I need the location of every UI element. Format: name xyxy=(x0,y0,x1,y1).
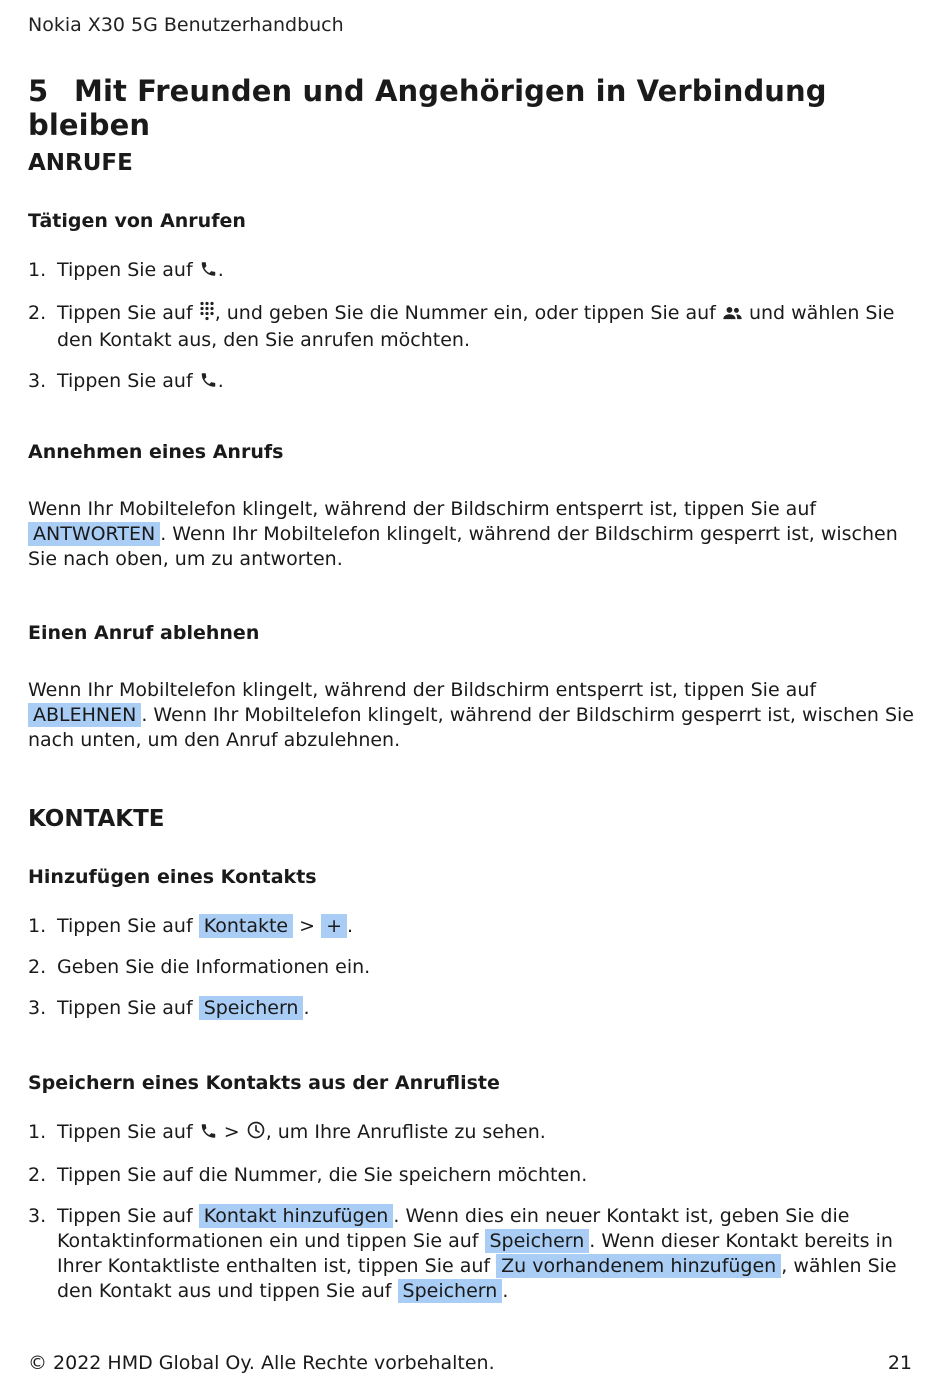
step-text: . Wenn dieser Kontakt bereits in Ihrer Kontaktliste enthalten ist, tippen Sie auf xyxy=(57,1230,893,1277)
add-to-existing-ui-label: Zu vorhandenem hinzufügen xyxy=(496,1254,781,1278)
paragraph-text: . Wenn Ihr Mobiltelefon klingelt, während der Bildschirm gesperrt ist, wischen Sie nach unten, um den Anruf abzulehnen. xyxy=(28,704,914,751)
step-text: Tippen Sie auf xyxy=(57,1205,199,1227)
list-item xyxy=(28,1163,918,1188)
list-item xyxy=(28,1204,918,1304)
step-text: Tippen Sie auf xyxy=(57,915,199,937)
paragraph-text: Wenn Ihr Mobiltelefon klingelt, während der Bildschirm entsperrt ist, tippen Sie auf xyxy=(28,498,817,520)
step-number: 1. xyxy=(28,915,47,937)
phone-icon xyxy=(199,260,218,285)
step-text: . xyxy=(502,1280,509,1302)
list-item xyxy=(28,955,918,980)
step-number: 3. xyxy=(28,997,47,1019)
step-text: , um Ihre Anrufliste zu sehen. xyxy=(265,1121,546,1143)
answer-ui-label: ANTWORTEN xyxy=(28,522,160,546)
history-clock-icon xyxy=(246,1120,266,1147)
save-ui-label: Speichern xyxy=(199,996,304,1020)
step-text: Tippen Sie auf die Nummer, die Sie speichern möchten. xyxy=(57,1164,588,1186)
step-text: . xyxy=(217,370,224,392)
plus-ui-label: + xyxy=(321,914,347,938)
decline-ui-label: ABLEHNEN xyxy=(28,703,141,727)
step-text: Tippen Sie auf xyxy=(57,370,199,392)
step-number: 2. xyxy=(28,956,47,978)
steps-add-contact xyxy=(28,914,918,1021)
page-number: 21 xyxy=(887,1352,912,1374)
section-title-calls: ANRUFE xyxy=(28,150,133,176)
step-number: 1. xyxy=(28,1121,47,1143)
subsection-title-add-contact: Hinzufügen eines Kontakts xyxy=(28,866,317,888)
contacts-icon xyxy=(722,303,743,328)
dialpad-icon xyxy=(199,301,215,328)
paragraph-text: Wenn Ihr Mobiltelefon klingelt, während der Bildschirm entsperrt ist, tippen Sie auf xyxy=(28,679,817,701)
footer-copyright: © 2022 HMD Global Oy. Alle Rechte vorbehalten. xyxy=(28,1352,495,1374)
document-header: Nokia X30 5G Benutzerhandbuch xyxy=(28,14,344,36)
paragraph-answer-call xyxy=(28,497,918,572)
step-text: . xyxy=(303,997,310,1019)
paragraph-text: . Wenn Ihr Mobiltelefon klingelt, während der Bildschirm gesperrt ist, wischen Sie nach oben, um zu antworten. xyxy=(28,523,898,570)
contacts-ui-label: Kontakte xyxy=(199,914,293,938)
step-text: . xyxy=(347,915,354,937)
subsection-title-answer-call: Annehmen eines Anrufs xyxy=(28,441,284,463)
step-text: Tippen Sie auf xyxy=(57,997,199,1019)
step-text: , und geben Sie die Nummer ein, oder tippen Sie auf xyxy=(214,302,722,324)
list-item xyxy=(28,996,918,1021)
list-item xyxy=(28,301,918,353)
step-text: Tippen Sie auf xyxy=(57,259,199,281)
step-text: Tippen Sie auf xyxy=(57,302,199,324)
phone-icon xyxy=(199,1122,218,1147)
list-item xyxy=(28,914,918,939)
subsection-title-decline-call: Einen Anruf ablehnen xyxy=(28,622,260,644)
paragraph-decline-call xyxy=(28,678,918,753)
step-text: . xyxy=(217,259,224,281)
chapter-number: 5 xyxy=(28,74,49,108)
step-text: > xyxy=(217,1121,246,1143)
step-text: > xyxy=(293,915,322,937)
step-number: 3. xyxy=(28,370,47,392)
chapter-title xyxy=(28,74,950,142)
step-text: Geben Sie die Informationen ein. xyxy=(57,956,371,978)
step-text: . Wenn dies ein neuer Kontakt ist, geben Sie die Kontaktinformationen ein und tippen Sie auf xyxy=(57,1205,850,1252)
chapter-title-text: Mit Freunden und Angehörigen in Verbindung bleiben xyxy=(28,74,827,142)
add-contact-ui-label: Kontakt hinzufügen xyxy=(199,1204,394,1228)
step-text: und wählen Sie den Kontakt aus, den Sie anrufen möchten. xyxy=(57,302,895,351)
step-text: , wählen Sie den Kontakt aus und tippen Sie auf xyxy=(57,1255,897,1302)
step-number: 2. xyxy=(28,1164,47,1186)
subsection-title-making-calls: Tätigen von Anrufen xyxy=(28,210,246,232)
step-number: 1. xyxy=(28,259,47,281)
steps-save-from-call-log xyxy=(28,1120,918,1304)
steps-making-calls xyxy=(28,258,918,396)
subsection-title-save-from-call-log: Speichern eines Kontakts aus der Anrufliste xyxy=(28,1072,500,1094)
step-text: Tippen Sie auf xyxy=(57,1121,199,1143)
save-ui-label: Speichern xyxy=(398,1279,503,1303)
list-item xyxy=(28,258,918,285)
phone-icon xyxy=(199,371,218,396)
list-item xyxy=(28,1120,918,1147)
step-number: 3. xyxy=(28,1205,47,1227)
save-ui-label: Speichern xyxy=(485,1229,590,1253)
list-item xyxy=(28,369,918,396)
step-number: 2. xyxy=(28,302,47,324)
section-title-contacts: KONTAKTE xyxy=(28,806,165,832)
